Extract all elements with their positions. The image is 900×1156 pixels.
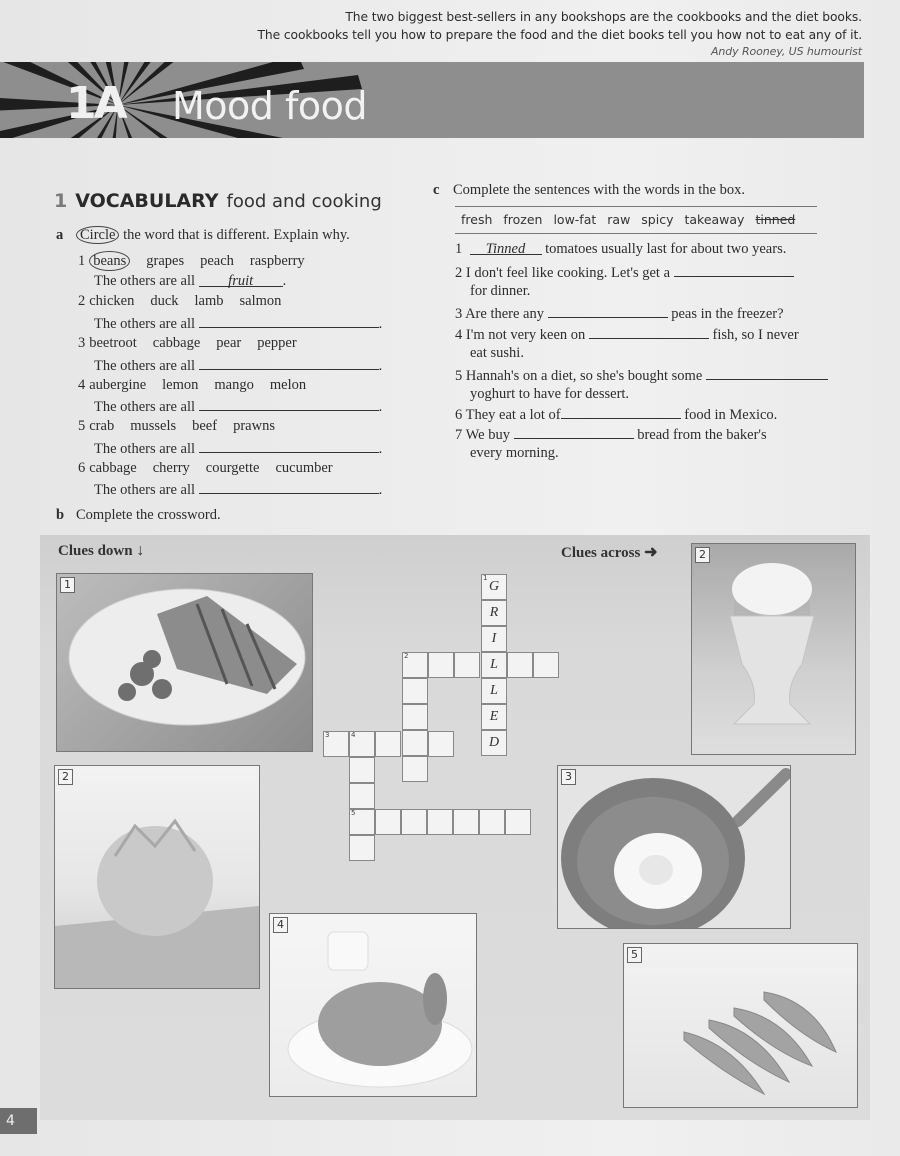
word[interactable]: chicken: [89, 293, 135, 309]
exercise-a-instruction: [56, 226, 350, 244]
sentence-text: Hannah's on a diet, so she's bought some: [465, 368, 703, 384]
exercise-c-label: c: [433, 182, 440, 198]
unit-title: Mood food: [172, 84, 367, 128]
word[interactable]: beetroot: [89, 335, 137, 351]
sentence-continuation: for dinner.: [470, 283, 531, 299]
answer-prompt: The others are all: [94, 273, 196, 289]
page-number: 4: [0, 1108, 37, 1134]
answer-blank[interactable]: [199, 313, 379, 328]
word[interactable]: melon: [269, 377, 307, 393]
word[interactable]: cherry: [152, 460, 190, 476]
crossword-cell[interactable]: [507, 652, 533, 678]
circled-answer[interactable]: beans: [89, 251, 130, 271]
photo-number-tag: 3: [561, 769, 576, 785]
crossword-cell[interactable]: [454, 652, 480, 678]
answer-blank[interactable]: [199, 438, 379, 453]
answer-blank[interactable]: [514, 424, 634, 439]
quote-author: Andy Rooney, US humourist: [711, 45, 862, 58]
sentence-text: peas in the freezer?: [671, 306, 784, 322]
word[interactable]: pear: [216, 335, 242, 351]
crossword-cell[interactable]: [428, 731, 454, 757]
exercise-a-answer-3: The others are all .: [94, 355, 382, 375]
item-number: 6: [78, 460, 86, 476]
word[interactable]: cucumber: [275, 460, 333, 476]
word[interactable]: salmon: [239, 293, 282, 309]
arrow-down-icon: ↓: [136, 542, 145, 559]
answer-blank[interactable]: [548, 303, 668, 318]
crossword-cell[interactable]: [349, 783, 375, 809]
sentence-continuation: every morning.: [470, 445, 559, 461]
crossword-cell[interactable]: [375, 731, 401, 757]
crossword-panel: [40, 535, 870, 1120]
exercise-b-instruction: [56, 506, 221, 524]
word[interactable]: duck: [150, 293, 179, 309]
clues-across-heading: [561, 542, 657, 562]
answer-prompt: The others are all: [94, 316, 196, 332]
sentence-number: 3: [455, 306, 463, 322]
crossword-cell[interactable]: R: [481, 600, 507, 626]
crossword-cell[interactable]: D: [481, 730, 507, 756]
sentence-number: 4: [455, 327, 463, 343]
sentence-text: bread from the baker's: [637, 427, 767, 443]
word-box-item: low-fat: [553, 212, 597, 227]
exercise-a-item-6: [78, 459, 349, 477]
sentence-4: [455, 324, 799, 344]
frying-pan-egg-icon: [558, 766, 790, 928]
answer-blank[interactable]: [706, 365, 828, 380]
section-heading: [54, 190, 382, 212]
answer-prompt: The others are all: [94, 482, 196, 498]
crossword-cell[interactable]: 3: [323, 731, 349, 757]
sentence-2: [455, 262, 794, 282]
exercise-a-answer-6: The others are all .: [94, 479, 382, 499]
photo-number-tag: 2: [695, 547, 710, 563]
answer-prompt: The others are all: [94, 399, 196, 415]
exercise-a-answer-2: The others are all .: [94, 313, 382, 333]
word[interactable]: crab: [89, 418, 115, 434]
sentence-text: I don't feel like cooking. Let's get a: [465, 265, 671, 281]
sentence-3: [455, 303, 784, 323]
crossword-cell[interactable]: [427, 809, 453, 835]
word: grapes: [146, 253, 185, 269]
photo-across-5-pea-pods: [623, 943, 858, 1108]
photo-across-2-boiled-egg: [691, 543, 856, 755]
crossword-cell[interactable]: 5: [349, 809, 375, 835]
answer-blank[interactable]: fruit: [199, 272, 283, 287]
clues-down-label: Clues down: [58, 543, 133, 559]
item-number: 1: [78, 253, 86, 269]
crossword-cell[interactable]: [533, 652, 559, 678]
crossword-cell[interactable]: [375, 809, 401, 835]
answer-blank[interactable]: [199, 396, 379, 411]
roast-chicken-icon: [270, 914, 476, 1096]
crossword-cell[interactable]: [349, 757, 375, 783]
epigraph-quote: [257, 8, 862, 60]
word[interactable]: cabbage: [152, 335, 201, 351]
section-subtitle: food and cooking: [226, 191, 382, 212]
photo-down-4-roast-chicken: [269, 913, 477, 1097]
sentence-number: 7: [455, 427, 463, 443]
word-box-item: takeaway: [684, 212, 745, 227]
salmon-plate-icon: [57, 574, 312, 751]
exercise-a-item-5: [78, 417, 291, 435]
sentence-text: I'm not very keen on: [465, 327, 586, 343]
word-box-item: frozen: [503, 212, 543, 227]
crossword-cell[interactable]: 4: [349, 731, 375, 757]
crossword-cell[interactable]: [505, 809, 531, 835]
sentence-number: 6: [455, 407, 463, 423]
photo-down-1-grilled-salmon: [56, 573, 313, 752]
exercise-a-answer-4: The others are all .: [94, 396, 382, 416]
answer-blank[interactable]: [199, 479, 379, 494]
answer-blank[interactable]: [674, 262, 794, 277]
word: raspberry: [249, 253, 305, 269]
crossword-cell[interactable]: 1 G: [481, 574, 507, 600]
word-box-item-used: tinned: [755, 212, 796, 227]
exercise-a-item-1: [78, 251, 321, 271]
exercise-b-label: b: [56, 507, 65, 523]
crossword-cell[interactable]: [428, 652, 454, 678]
crossword-cell[interactable]: [401, 809, 427, 835]
photo-number-tag: 1: [60, 577, 75, 593]
crossword-cell[interactable]: [479, 809, 505, 835]
circled-word-example: Circle: [76, 226, 119, 244]
word[interactable]: pepper: [257, 335, 297, 351]
sentence-text: fish, so I never: [712, 327, 799, 343]
item-number: 2: [78, 293, 86, 309]
crossword-cell[interactable]: [402, 756, 428, 782]
word[interactable]: mussels: [130, 418, 177, 434]
answer-blank[interactable]: [561, 404, 681, 419]
photo-number-tag: 2: [58, 769, 73, 785]
sentence-6: [455, 404, 777, 424]
word[interactable]: mango: [214, 377, 254, 393]
sentence-text: Are there any: [465, 306, 544, 322]
exercise-a-answer-1: The others are all fruit .: [94, 273, 287, 289]
sentence-number: 5: [455, 368, 463, 384]
crossword-cell[interactable]: L: [481, 652, 507, 678]
word[interactable]: lamb: [194, 293, 224, 309]
word: peach: [200, 253, 234, 269]
instruction-text: Complete the sentences with the words in the box.: [453, 182, 745, 198]
crossword-cell[interactable]: I: [481, 626, 507, 652]
clues-down-heading: [58, 542, 144, 560]
word[interactable]: courgette: [205, 460, 260, 476]
exercise-a-item-4: [78, 376, 322, 394]
word[interactable]: lemon: [162, 377, 199, 393]
clues-across-label: Clues across: [561, 545, 641, 561]
section-number: 1: [54, 190, 68, 212]
unit-code: 1A: [66, 78, 125, 129]
crossword-cell[interactable]: [402, 704, 428, 730]
sentence-continuation: yoghurt to have for dessert.: [470, 386, 630, 402]
sentence-text: tomatoes usually last for about two years.: [545, 241, 787, 257]
crossword-cell[interactable]: E: [481, 704, 507, 730]
exercise-a-item-2: [78, 292, 297, 310]
answer-blank[interactable]: [589, 324, 709, 339]
quote-line-2: The cookbooks tell you how to prepare the food and the diet books tell you how not to eat any of it.: [257, 28, 862, 42]
sentence-number: 2: [455, 265, 463, 281]
answer-blank[interactable]: [199, 355, 379, 370]
exercise-a-item-3: [78, 334, 313, 352]
item-number: 3: [78, 335, 86, 351]
photo-number-tag: 5: [627, 947, 642, 963]
exercise-c-instruction: [433, 181, 745, 199]
sentence-text: food in Mexico.: [684, 407, 778, 423]
sentence-text: We buy: [465, 427, 510, 443]
sentence-5: [455, 365, 828, 385]
unit-banner: [0, 62, 864, 138]
instruction-text: the word that is different. Explain why.: [123, 227, 350, 243]
word[interactable]: cabbage: [89, 460, 137, 476]
word-box-item: spicy: [641, 212, 674, 227]
word-box-item: raw: [607, 212, 631, 227]
word[interactable]: aubergine: [89, 377, 147, 393]
crossword-cell[interactable]: 2: [402, 652, 428, 678]
section-keyword: VOCABULARY: [75, 190, 219, 212]
item-number: 4: [78, 377, 86, 393]
sentence-number: 1: [455, 241, 463, 257]
exercise-a-label: a: [56, 227, 64, 243]
baked-potato-icon: [55, 766, 259, 988]
crossword-cell[interactable]: [402, 678, 428, 704]
pea-pods-icon: [624, 944, 857, 1107]
answer-blank[interactable]: Tinned: [470, 240, 542, 255]
crossword-cell[interactable]: L: [481, 678, 507, 704]
sentence-continuation: eat sushi.: [470, 345, 524, 361]
exercise-a-answer-5: The others are all .: [94, 438, 382, 458]
item-number: 5: [78, 418, 86, 434]
word-box-item: fresh: [461, 212, 493, 227]
crossword-cell[interactable]: [349, 835, 375, 861]
sentence-1: [455, 240, 786, 258]
crossword-cell[interactable]: [453, 809, 479, 835]
sentence-7: [455, 424, 767, 444]
word-box: [455, 206, 817, 234]
crossword-cell[interactable]: [402, 730, 428, 756]
answer-prompt: The others are all: [94, 358, 196, 374]
boiled-egg-icon: [692, 544, 855, 754]
word[interactable]: beef: [192, 418, 218, 434]
answer-prompt: The others are all: [94, 441, 196, 457]
photo-across-3-fried-egg: [557, 765, 791, 929]
word[interactable]: prawns: [233, 418, 275, 434]
quote-line-1: The two biggest best-sellers in any bookshops are the cookbooks and the diet books.: [345, 10, 862, 24]
instruction-text: Complete the crossword.: [76, 507, 221, 523]
arrow-right-icon: ➜: [644, 544, 658, 561]
sentence-text: They eat a lot of: [465, 407, 561, 423]
photo-number-tag: 4: [273, 917, 288, 933]
photo-down-2-baked-potato: [54, 765, 260, 989]
